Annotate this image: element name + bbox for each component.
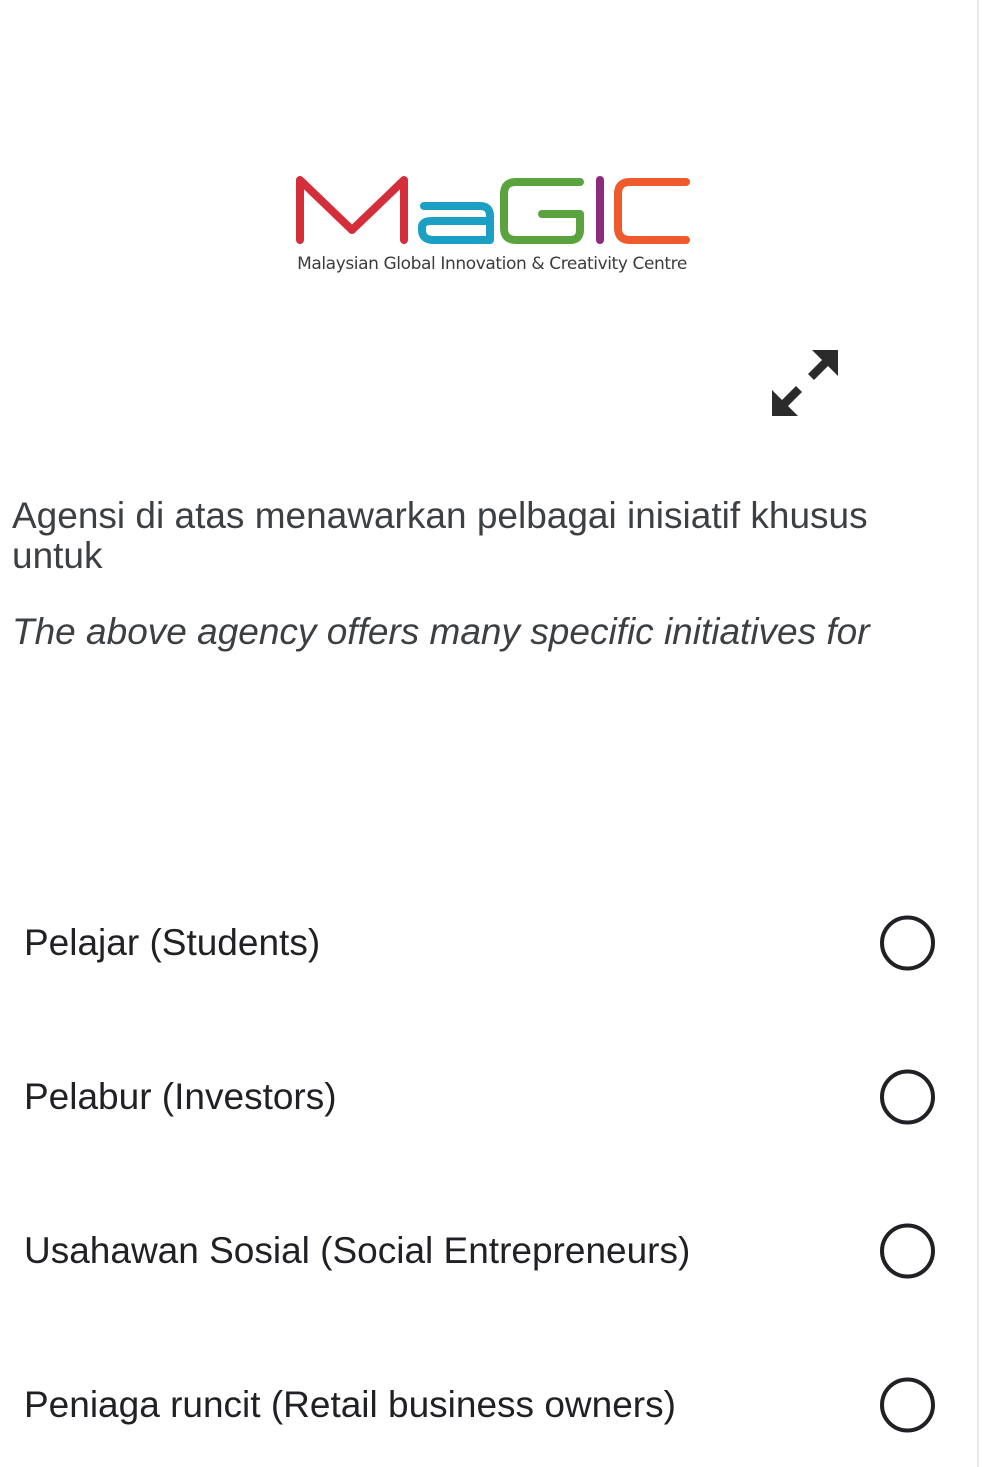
- option-label: Pelabur (Investors): [24, 1076, 337, 1117]
- option-investors[interactable]: [0, 1042, 960, 1152]
- logo-tagline: Malaysian Global Innovation & Creativity Centre: [297, 254, 687, 274]
- radio-button[interactable]: [880, 1224, 935, 1279]
- question-text: [12, 496, 962, 652]
- expand-arrows-icon[interactable]: [768, 346, 842, 420]
- page-right-border: [977, 0, 979, 1467]
- option-label: Peniaga runcit (Retail business owners): [24, 1384, 676, 1425]
- magic-logo: [290, 168, 694, 278]
- option-label: Pelajar (Students): [24, 922, 321, 963]
- option-students[interactable]: [0, 888, 960, 998]
- radio-button[interactable]: [880, 1070, 935, 1125]
- question-line-2: untuk: [12, 535, 103, 576]
- option-label: Usahawan Sosial (Social Entrepreneurs): [24, 1230, 691, 1271]
- radio-button[interactable]: [880, 916, 935, 971]
- magic-logo-wordmark: [290, 168, 694, 248]
- expand-arrows-svg: [768, 346, 842, 420]
- option-retail-business-owners[interactable]: [0, 1350, 960, 1460]
- option-social-entrepreneurs[interactable]: [0, 1196, 960, 1306]
- question-line-1: Agensi di atas menawarkan pelbagai inisiatif khusus: [12, 495, 868, 536]
- question-english: The above agency offers many specific initiatives for: [12, 611, 870, 652]
- radio-button[interactable]: [880, 1378, 935, 1433]
